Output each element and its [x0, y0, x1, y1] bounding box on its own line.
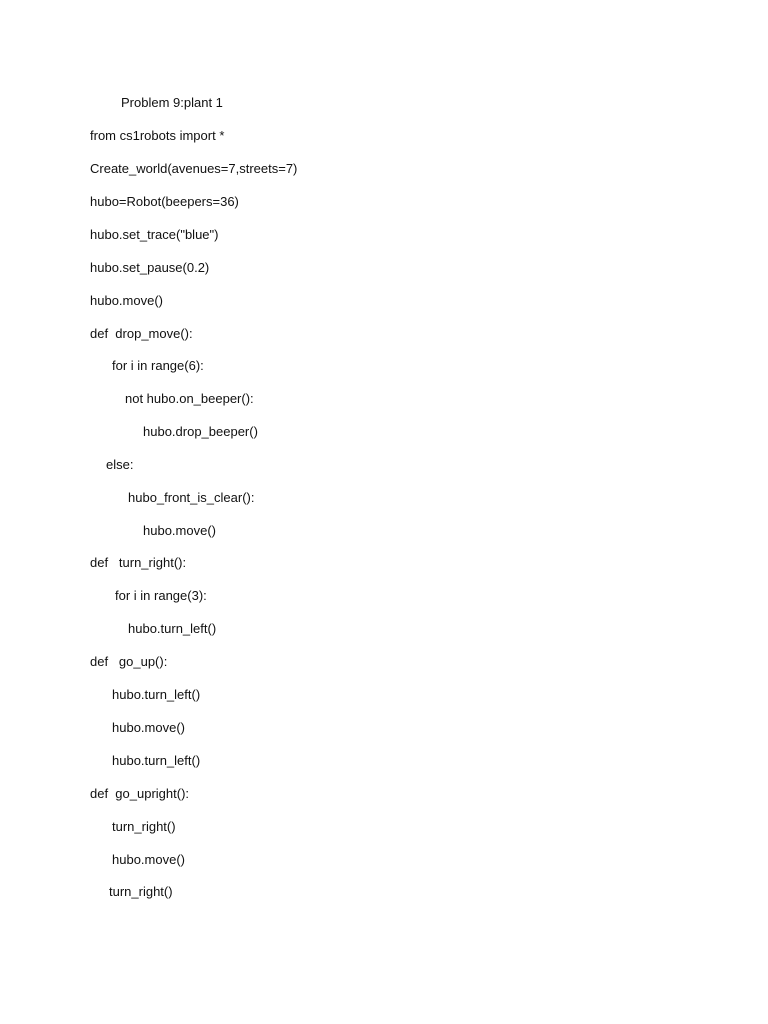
code-line: def go_up(): — [90, 654, 168, 669]
code-line: hubo.drop_beeper() — [143, 424, 258, 439]
code-line: hubo.turn_left() — [112, 753, 201, 768]
code-line: for i in range(3): — [115, 588, 207, 603]
code-line: hubo.turn_left() — [112, 687, 201, 702]
code-line: from cs1robots import * — [90, 128, 225, 143]
code-line: hubo.move() — [143, 523, 216, 538]
code-line: def go_upright(): — [90, 786, 190, 801]
code-line: hubo_front_is_clear(): — [128, 490, 255, 505]
code-line: def turn_right(): — [90, 555, 187, 570]
code-line: else: — [106, 457, 134, 472]
code-line: Create_world(avenues=7,streets=7) — [90, 161, 298, 176]
code-line: hubo.move() — [90, 293, 163, 308]
code-line: turn_right() — [112, 819, 176, 834]
code-line: hubo.move() — [112, 720, 185, 735]
code-line: hubo.set_trace("blue") — [90, 227, 219, 242]
code-line: hubo.turn_left() — [128, 621, 217, 636]
code-line: not hubo.on_beeper(): — [125, 391, 254, 406]
code-line: for i in range(6): — [112, 358, 204, 373]
code-line: hubo.move() — [112, 852, 185, 867]
document-title: Problem 9:plant 1 — [121, 95, 223, 110]
code-line: hubo.set_pause(0.2) — [90, 260, 210, 275]
code-line: hubo=Robot(beepers=36) — [90, 194, 239, 209]
code-line: def drop_move(): — [90, 326, 193, 341]
code-line: turn_right() — [109, 884, 173, 899]
